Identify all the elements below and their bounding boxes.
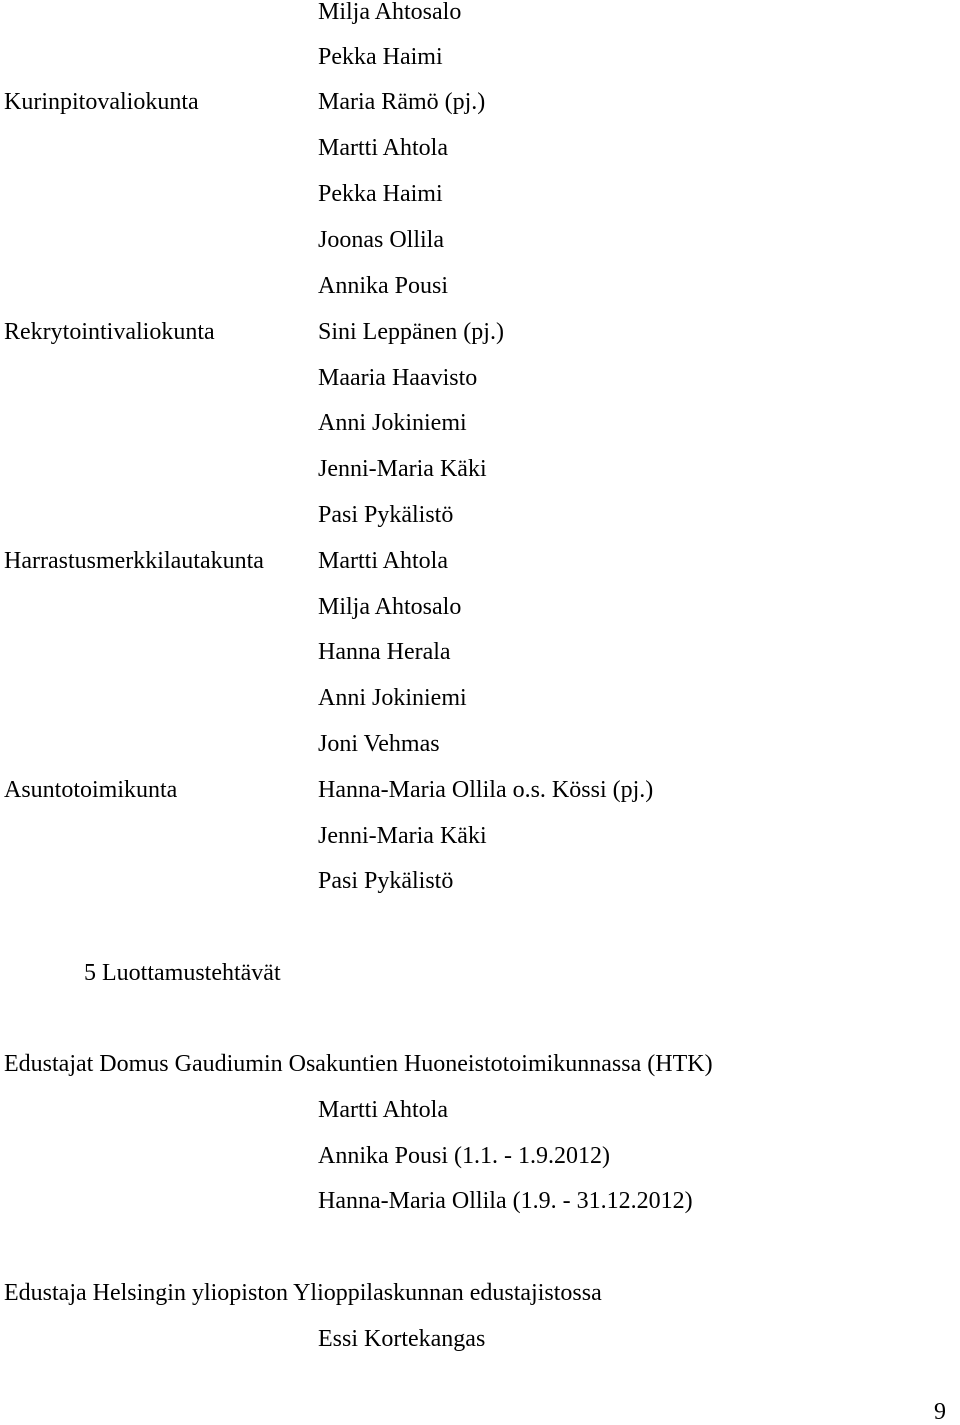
member-name: Joni Vehmas	[318, 731, 440, 757]
member-name: Milja Ahtosalo	[318, 594, 462, 620]
committee-label: Asuntotoimikunta	[4, 777, 178, 803]
member-name: Jenni-Maria Käki	[318, 456, 487, 482]
member-name: Annika Pousi (1.1. - 1.9.2012)	[318, 1143, 610, 1169]
member-name: Sini Leppänen (pj.)	[318, 319, 504, 345]
member-name: Pekka Haimi	[318, 181, 443, 207]
member-name: Hanna-Maria Ollila o.s. Kössi (pj.)	[318, 777, 654, 803]
member-name: Anni Jokiniemi	[318, 410, 467, 436]
member-name: Maria Rämö (pj.)	[318, 89, 486, 115]
subsection-heading: Edustaja Helsingin yliopiston Ylioppilaskunnan edustajistossa	[4, 1280, 602, 1306]
committee-label: Kurinpitovaliokunta	[4, 89, 199, 115]
member-name: Pekka Haimi	[318, 44, 443, 70]
member-name: Essi Kortekangas	[318, 1326, 486, 1352]
subsection-heading: Edustajat Domus Gaudiumin Osakuntien Huoneistotoimikunnassa (HTK)	[4, 1051, 713, 1077]
member-name: Maaria Haavisto	[318, 365, 478, 391]
member-name: Martti Ahtola	[318, 1097, 448, 1123]
member-name: Joonas Ollila	[318, 227, 444, 253]
member-name: Milja Ahtosalo	[318, 0, 462, 25]
member-name: Martti Ahtola	[318, 135, 448, 161]
member-name: Martti Ahtola	[318, 548, 448, 574]
member-name: Anni Jokiniemi	[318, 685, 467, 711]
member-name: Hanna-Maria Ollila (1.9. - 31.12.2012)	[318, 1188, 693, 1214]
committee-label: Rekrytointivaliokunta	[4, 319, 215, 345]
member-name: Annika Pousi	[318, 273, 449, 299]
member-name: Hanna Herala	[318, 639, 451, 665]
committee-label: Harrastusmerkkilautakunta	[4, 548, 264, 574]
member-name: Pasi Pykälistö	[318, 868, 454, 894]
section-heading: 5 Luottamustehtävät	[84, 960, 281, 986]
member-name: Jenni-Maria Käki	[318, 823, 487, 849]
page-number: 9	[934, 1399, 946, 1425]
member-name: Pasi Pykälistö	[318, 502, 454, 528]
